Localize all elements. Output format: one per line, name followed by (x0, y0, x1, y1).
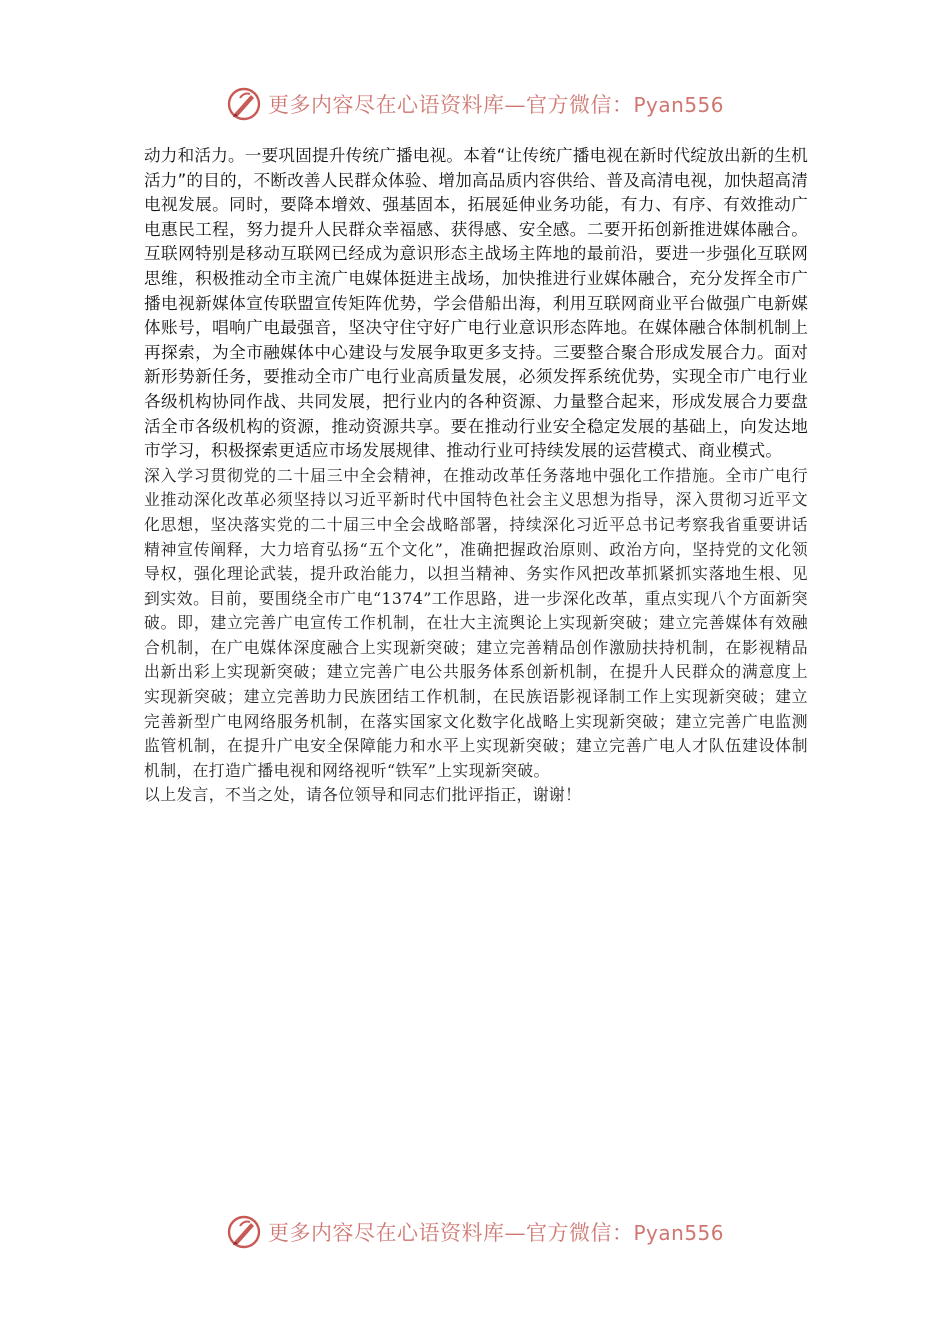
watermark-text-cn: 更多内容尽在心语资料库—官方微信： (267, 1221, 634, 1245)
watermark-text (268, 1217, 724, 1247)
header-watermark (0, 84, 950, 124)
closing-paragraph: 以上发言，不当之处，请各位领导和同志们批评指正，谢谢！ (144, 785, 582, 805)
body-paragraph: 深入学习贯彻党的二十届三中全会精神，在推动改革任务落地中强化工作措施。全市广电行业推动深化改革必须坚持以习近平新时代中国特色社会主义思想为指导，深入贯彻习近平文化思想，坚决落实党的二十届三中全会战略部署，持续深化习近平总书记考察我省重要讲话精神宣传阐释，大力培育弘扬“五个文化”，准确把握政治原则、政治方向，坚持党的文化领导权，强化理论武装，提升政治能力，以担当精神、务实作风把改革抓紧抓实落地生根、见到实效。目前，要围绕全市广电“1374”工作思路，进一步深化改革，重点实现八个方面新突破。即，建立完善广电宣传工作机制，在壮大主流舆论上实现新突破；建立完善媒体有效融合机制，在广电媒体深度融合上实现新突破；建立完善精品创作激励扶持机制，在影视精品出新出彩上实现新突破；建立完善广电公共服务体系创新机制，在提升人民群众的满意度上实现新突破；建立完善助力民族团结工作机制，在民族语影视译制工作上实现新突破；建立完善新型广电网络服务机制，在落实国家文化数字化战略上实现新突破；建立完善广电监测监管机制，在提升广电安全保障能力和水平上实现新突破；建立完善广电人才队伍建设体制机制，在打造广播电视和网络视听“铁军”上实现新突破。 (144, 465, 808, 780)
watermark-wechat-id: Pyan556 (633, 1221, 724, 1245)
pen-logo-icon (226, 86, 262, 122)
document-body (144, 144, 808, 808)
watermark-wechat-id: Pyan556 (633, 93, 724, 117)
pen-logo-icon (226, 1214, 262, 1250)
watermark-text-cn: 更多内容尽在心语资料库—官方微信： (267, 93, 634, 117)
body-paragraph: 动力和活力。一要巩固提升传统广播电视。本着“让传统广播电视在新时代绽放出新的生机活力”的目的，不断改善人民群众体验、增加高品质内容供给、普及高清电视，加快超高清电视发展。同时，要降本增效、强基固本，拓展延伸业务功能，有力、有序、有效推动广电惠民工程，努力提升人民群众幸福感、获得感、安全感。二要开拓创新推进媒体融合。互联网特别是移动互联网已经成为意识形态主战场主阵地的最前沿，要进一步强化互联网思维，积极推动全市主流广电媒体挺进主战场，加快推进行业媒体融合，充分发挥全市广播电视新媒体宣传联盟宣传矩阵优势，学会借船出海，利用互联网商业平台做强广电新媒体账号，唱响广电最强音，坚决守住守好广电行业意识形态阵地。在媒体融合体制机制上再探索，为全市融媒体中心建设与发展争取更多支持。三要整合聚合形成发展合力。面对新形势新任务，要推动全市广电行业高质量发展，必须发挥系统优势，实现全市广电行业各级机构协同作战、共同发展，把行业内的各种资源、力量整合起来，形成发展合力要盘活全市各级机构的资源，推动资源共享。要在推动行业安全稳定发展的基础上，向发达地市学习，积极探索更适应市场发展规律、推动行业可持续发展的运营模式、商业模式。 (144, 146, 808, 461)
footer-watermark (0, 1212, 950, 1252)
watermark-text (268, 89, 724, 119)
